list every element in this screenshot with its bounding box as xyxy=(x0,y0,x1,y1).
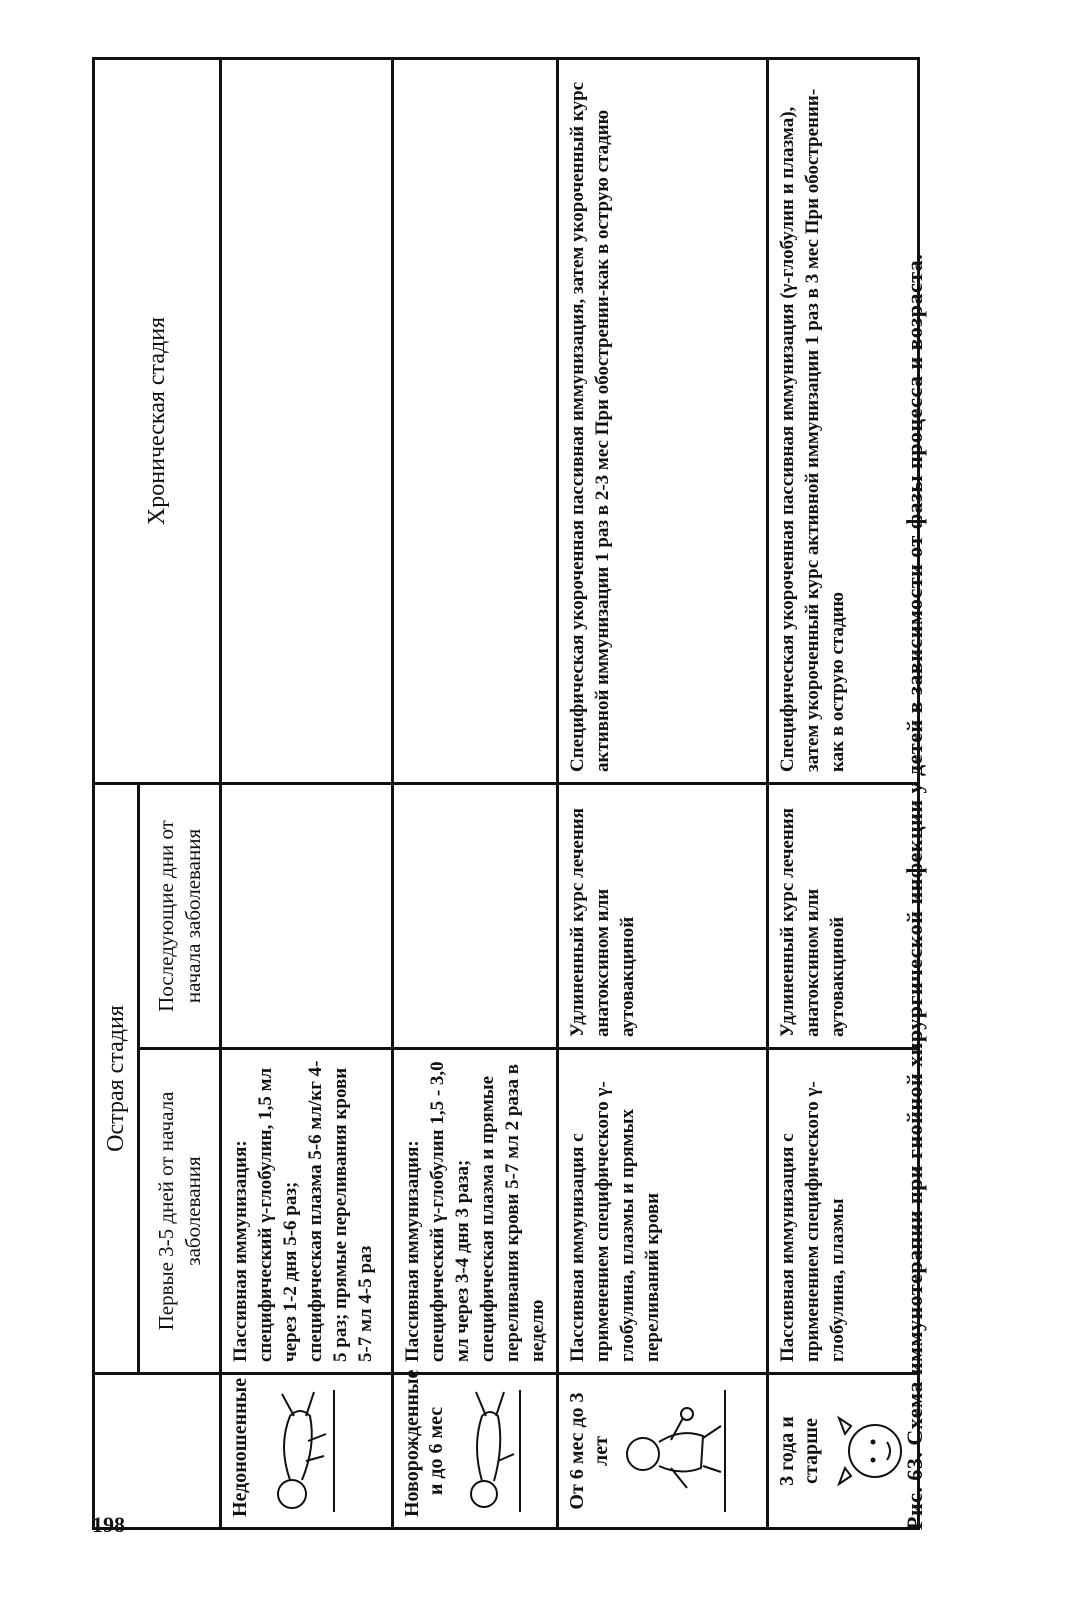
toddler-illustration-icon xyxy=(621,1386,731,1516)
acute-stage-header: Острая стадия xyxy=(94,783,139,1373)
table-row xyxy=(768,58,919,1528)
age-cell xyxy=(393,1369,558,1529)
row-acute-first-cell: Пассивная иммунизация с применением специфического γ-глобулина, плазмы xyxy=(768,1049,919,1374)
age-label: Недоношенные xyxy=(229,1377,251,1517)
acute-next-days-header: Последующие дни от начала заболевания xyxy=(139,783,221,1048)
table-row xyxy=(393,58,558,1528)
acute-first-days-header: Первые 3-5 дней от начала заболевания xyxy=(139,1049,221,1374)
age-label: 3 года и старше xyxy=(776,1416,822,1486)
table-row xyxy=(221,58,393,1528)
immunotherapy-table xyxy=(92,57,920,1530)
page-number: 198 xyxy=(92,1512,125,1537)
age-cell xyxy=(221,1374,393,1529)
row-acute-next-cell xyxy=(393,783,558,1048)
age-label: От 6 мес до 3 лет xyxy=(566,1392,612,1510)
row-acute-next-cell: Удлиненный курс лечения анатоксином или аутовакциной xyxy=(558,783,768,1048)
rotated-page-content xyxy=(92,60,997,1530)
newborn-illustration-icon xyxy=(456,1386,526,1516)
age-label: Новорожденные и до 6 мес xyxy=(401,1369,447,1517)
child-face-illustration-icon xyxy=(831,1396,911,1506)
figure-caption: Рис. 63. Схема иммунотерапии при гнойной хирургической инфекции у детей в зависимости от фазы процесса и возраста. xyxy=(902,253,927,1530)
row-chronic-cell xyxy=(393,58,558,783)
row-acute-next-cell: Удлиненный курс лечения анатоксином или аутовакциной xyxy=(768,783,919,1048)
row-chronic-cell: Специфическая укороченная пассивная иммунизация, затем укороченный курс активной иммунизации 1 раз в 2-3 мес При обострении-как в острую стадию xyxy=(558,58,768,783)
row-acute-first-cell: Пассивная иммунизация: специфический γ-глобулин 1,5 - 3,0 мл через 3-4 дня 3 раза; специфическая плазма и прямые переливания крови 5-7 мл 2 раза в неделю xyxy=(393,1049,558,1374)
row-chronic-cell xyxy=(221,58,393,783)
row-acute-first-cell: Пассивная иммунизация: специфический γ-глобулин, 1,5 мл через 1-2 дня 5-6 раз; специфическая плазма 5-6 мл/кг 4-5 раз; прямые переливания крови 5-7 мл 4-5 раз xyxy=(221,1049,393,1374)
age-cell xyxy=(768,1374,919,1529)
premature-infant-illustration-icon xyxy=(260,1386,340,1516)
row-acute-next-cell xyxy=(221,783,393,1048)
row-acute-first-cell: Пассивная иммунизация с применением специфического γ-глобулина, плазмы и прямых переливаний крови xyxy=(558,1049,768,1374)
row-chronic-cell: Специфическая укороченная пассивная иммунизация (γ-глобулин и плазма), затем укороченный курс активной иммунизации 1 раз в 3 мес При обострении-как в острую стадию xyxy=(768,58,919,783)
chronic-stage-header: Хроническая стадия xyxy=(94,58,221,783)
age-cell xyxy=(558,1374,768,1529)
table-row xyxy=(558,58,768,1528)
age-header-cell xyxy=(94,1374,221,1529)
